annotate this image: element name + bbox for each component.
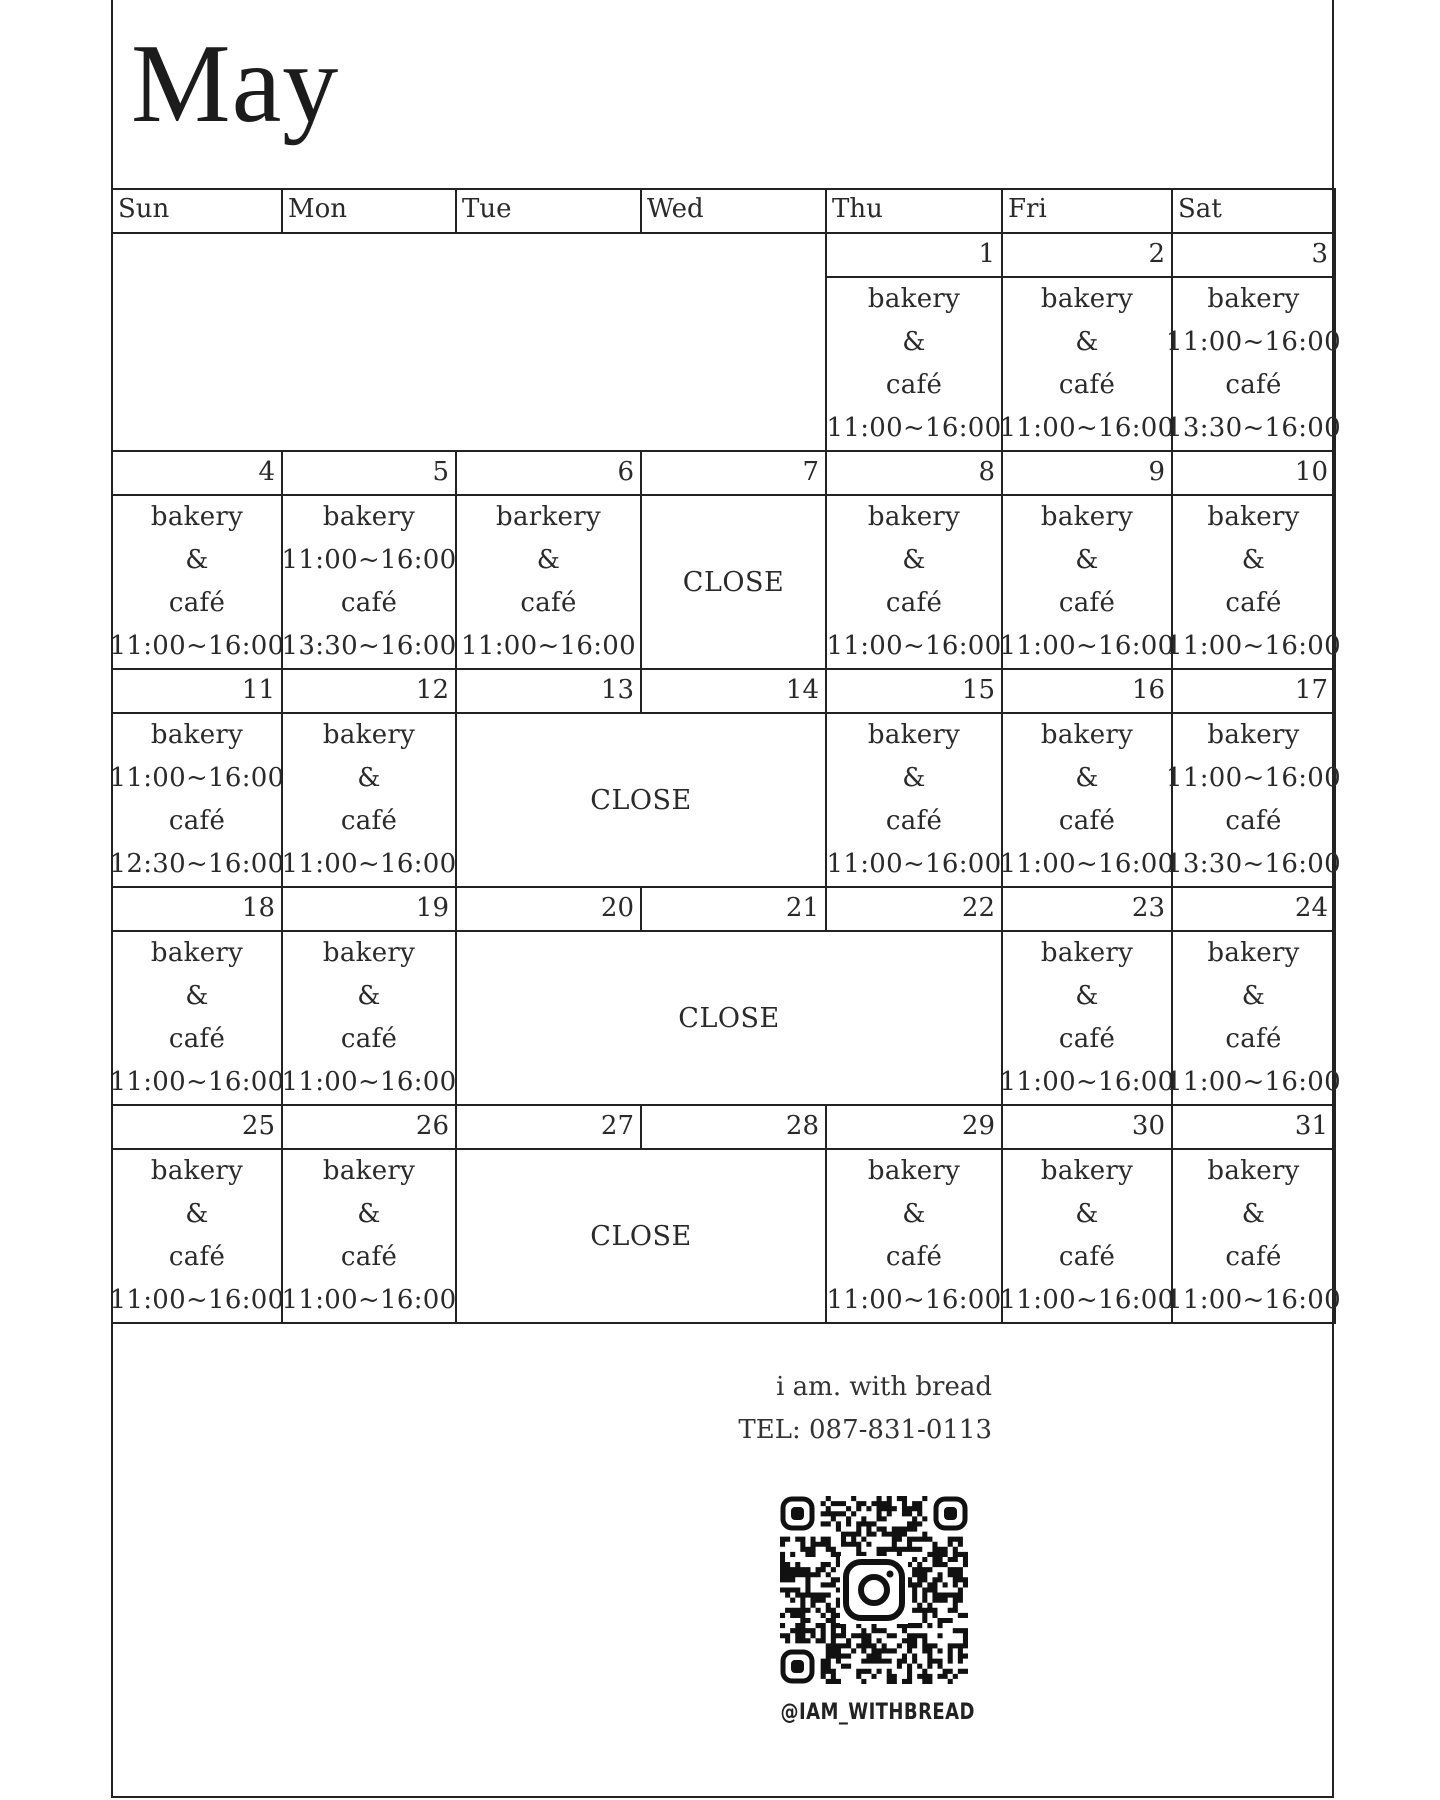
hours-line: & — [536, 545, 561, 575]
hours-line: bakery — [322, 1156, 416, 1186]
date-25: 25 — [111, 1104, 283, 1150]
hours-cell — [1001, 712, 1173, 888]
date-12: 12 — [281, 668, 457, 714]
hours-line: bakery — [1207, 720, 1300, 750]
date-20: 20 — [455, 886, 642, 932]
hours-line: 11:00~16:00 — [109, 1067, 285, 1097]
hours-line: café — [340, 1242, 398, 1272]
hours-line: café — [168, 588, 226, 618]
hours-line: & — [902, 1199, 926, 1229]
hours-cell — [1166, 494, 1341, 670]
hours-cell — [825, 494, 1003, 670]
hours-line: café — [340, 588, 398, 618]
hours-line: bakery — [867, 502, 961, 532]
date-15: 15 — [825, 668, 1003, 714]
date-5: 5 — [281, 450, 457, 496]
hours-line: 11:00~16:00 — [826, 849, 1002, 879]
date-3: 3 — [1171, 232, 1336, 278]
hours-line: café — [1058, 806, 1116, 836]
weekday-tue: Tue — [455, 188, 642, 234]
hours-line: café — [168, 806, 226, 836]
hours-line: café — [885, 370, 943, 400]
hours-line: 11:00~16:00 — [109, 631, 285, 661]
hours-line: café — [1225, 1024, 1282, 1054]
hours-cell — [1166, 712, 1341, 888]
hours-line: 11:00~16:00 — [1166, 763, 1341, 793]
hours-line: café — [168, 1024, 226, 1054]
hours-cell — [825, 1148, 1003, 1324]
month-title: May — [131, 22, 340, 146]
date-21: 21 — [640, 886, 827, 932]
hours-line: & — [185, 981, 209, 1011]
date-24: 24 — [1171, 886, 1336, 932]
hours-line: bakery — [1040, 502, 1134, 532]
hours-line: 11:00~16:00 — [826, 1285, 1002, 1315]
hours-line: & — [1241, 981, 1266, 1011]
hours-line: café — [1058, 588, 1116, 618]
instagram-icon — [840, 1556, 908, 1624]
hours-line: café — [1058, 370, 1116, 400]
hours-line: café — [1058, 1242, 1116, 1272]
date-2: 2 — [1001, 232, 1173, 278]
hours-line: bakery — [1040, 284, 1134, 314]
hours-line: bakery — [1207, 938, 1300, 968]
instagram-qr-code[interactable] — [780, 1496, 968, 1684]
hours-line: & — [185, 545, 209, 575]
hours-line: 11:00~16:00 — [999, 849, 1175, 879]
hours-cell — [111, 712, 283, 888]
hours-cell — [1001, 276, 1173, 452]
hours-line: 11:00~16:00 — [999, 1285, 1175, 1315]
qr-finder-2 — [936, 1499, 965, 1528]
hours-cell — [281, 930, 457, 1106]
weekday-wed: Wed — [640, 188, 827, 234]
date-8: 8 — [825, 450, 1003, 496]
hours-line: 13:30~16:00 — [1166, 849, 1341, 879]
date-17: 17 — [1171, 668, 1336, 714]
hours-line: 11:00~16:00 — [826, 413, 1002, 443]
hours-line: café — [1225, 370, 1282, 400]
hours-line: 11:00~16:00 — [281, 1285, 457, 1315]
date-29: 29 — [825, 1104, 1003, 1150]
shop-name: i am. with bread — [776, 1372, 992, 1402]
hours-line: café — [168, 1242, 226, 1272]
instagram-handle[interactable]: @IAM_WITHBREAD — [780, 1700, 975, 1725]
hours-line: 11:00~16:00 — [1166, 1067, 1341, 1097]
date-10: 10 — [1171, 450, 1336, 496]
closed-day: CLOSE — [455, 930, 1003, 1106]
weekday-sun: Sun — [111, 188, 283, 234]
hours-cell — [825, 712, 1003, 888]
hours-cell — [1166, 1148, 1341, 1324]
date-26: 26 — [281, 1104, 457, 1150]
hours-cell — [281, 712, 457, 888]
hours-line: & — [357, 981, 381, 1011]
hours-line: & — [1075, 327, 1099, 357]
hours-line: & — [902, 327, 926, 357]
hours-line: café — [1058, 1024, 1116, 1054]
hours-line: 11:00~16:00 — [1166, 1285, 1341, 1315]
hours-line: café — [340, 1024, 398, 1054]
hours-line: bakery — [867, 284, 961, 314]
shop-phone: TEL: 087-831-0113 — [738, 1415, 992, 1445]
hours-line: 11:00~16:00 — [1166, 327, 1341, 357]
date-27: 27 — [455, 1104, 642, 1150]
hours-cell — [281, 1148, 457, 1324]
date-14: 14 — [640, 668, 827, 714]
shop-info — [700, 1366, 992, 1452]
date-7: 7 — [640, 450, 827, 496]
hours-line: bakery — [322, 938, 416, 968]
hours-line: 12:30~16:00 — [109, 849, 285, 879]
hours-line: & — [1075, 981, 1099, 1011]
hours-line: café — [885, 1242, 943, 1272]
hours-line: 11:00~16:00 — [999, 413, 1175, 443]
hours-line: bakery — [150, 1156, 244, 1186]
hours-line: café — [885, 588, 943, 618]
hours-line: bakery — [1207, 1156, 1300, 1186]
hours-line: café — [1225, 588, 1282, 618]
date-23: 23 — [1001, 886, 1173, 932]
hours-line: bakery — [150, 938, 244, 968]
date-28: 28 — [640, 1104, 827, 1150]
hours-cell — [1166, 930, 1341, 1106]
hours-line: bakery — [150, 502, 244, 532]
hours-line: bakery — [322, 720, 416, 750]
hours-line: 11:00~16:00 — [281, 849, 457, 879]
blank-cell — [111, 232, 827, 452]
hours-line: 11:00~16:00 — [461, 631, 636, 661]
hours-line: & — [357, 763, 381, 793]
hours-line: café — [1225, 806, 1282, 836]
hours-line: café — [340, 806, 398, 836]
hours-cell — [825, 276, 1003, 452]
hours-line: 13:30~16:00 — [1166, 413, 1341, 443]
closed-day: CLOSE — [455, 1148, 827, 1324]
closed-day: CLOSE — [640, 494, 827, 670]
weekday-sat: Sat — [1171, 188, 1336, 234]
hours-line: 11:00~16:00 — [281, 1067, 457, 1097]
weekday-fri: Fri — [1001, 188, 1173, 234]
hours-line: bakery — [322, 502, 416, 532]
hours-line: 13:30~16:00 — [281, 631, 457, 661]
hours-line: & — [1241, 1199, 1266, 1229]
hours-line: & — [185, 1199, 209, 1229]
hours-line: café — [1225, 1242, 1282, 1272]
hours-line: bakery — [1040, 720, 1134, 750]
date-31: 31 — [1171, 1104, 1336, 1150]
weekday-mon: Mon — [281, 188, 457, 234]
hours-line: & — [1241, 545, 1266, 575]
hours-cell — [111, 494, 283, 670]
date-6: 6 — [455, 450, 642, 496]
hours-line: & — [1075, 545, 1099, 575]
hours-line: & — [1075, 1199, 1099, 1229]
date-19: 19 — [281, 886, 457, 932]
hours-line: 11:00~16:00 — [109, 1285, 285, 1315]
calendar-grid — [109, 188, 1341, 1322]
hours-line: & — [902, 763, 926, 793]
hours-line: 11:00~16:00 — [826, 631, 1002, 661]
hours-line: bakery — [150, 720, 244, 750]
hours-cell — [111, 1148, 283, 1324]
date-11: 11 — [111, 668, 283, 714]
date-16: 16 — [1001, 668, 1173, 714]
hours-cell — [1001, 1148, 1173, 1324]
hours-line: 11:00~16:00 — [281, 545, 457, 575]
qr-finder-3 — [783, 1652, 812, 1681]
qr-finder-1 — [783, 1499, 812, 1528]
hours-line: bakery — [1040, 1156, 1134, 1186]
date-9: 9 — [1001, 450, 1173, 496]
hours-cell — [1001, 494, 1173, 670]
date-1: 1 — [825, 232, 1003, 278]
hours-line: 11:00~16:00 — [999, 631, 1175, 661]
date-18: 18 — [111, 886, 283, 932]
hours-line: bakery — [867, 1156, 961, 1186]
hours-line: barkery — [496, 502, 601, 532]
hours-cell — [1166, 276, 1341, 452]
hours-cell — [1001, 930, 1173, 1106]
hours-cell — [111, 930, 283, 1106]
date-13: 13 — [455, 668, 642, 714]
hours-cell — [455, 494, 642, 670]
hours-line: café — [885, 806, 943, 836]
date-30: 30 — [1001, 1104, 1173, 1150]
closed-day: CLOSE — [455, 712, 827, 888]
hours-line: & — [902, 545, 926, 575]
hours-line: bakery — [1207, 502, 1300, 532]
hours-line: 11:00~16:00 — [109, 763, 285, 793]
hours-line: bakery — [1040, 938, 1134, 968]
hours-line: 11:00~16:00 — [999, 1067, 1175, 1097]
date-4: 4 — [111, 450, 283, 496]
hours-cell — [281, 494, 457, 670]
hours-line: café — [520, 588, 577, 618]
hours-line: & — [1075, 763, 1099, 793]
hours-line: 11:00~16:00 — [1166, 631, 1341, 661]
weekday-thu: Thu — [825, 188, 1003, 234]
date-22: 22 — [825, 886, 1003, 932]
hours-line: bakery — [867, 720, 961, 750]
hours-line: bakery — [1207, 284, 1300, 314]
hours-line: & — [357, 1199, 381, 1229]
